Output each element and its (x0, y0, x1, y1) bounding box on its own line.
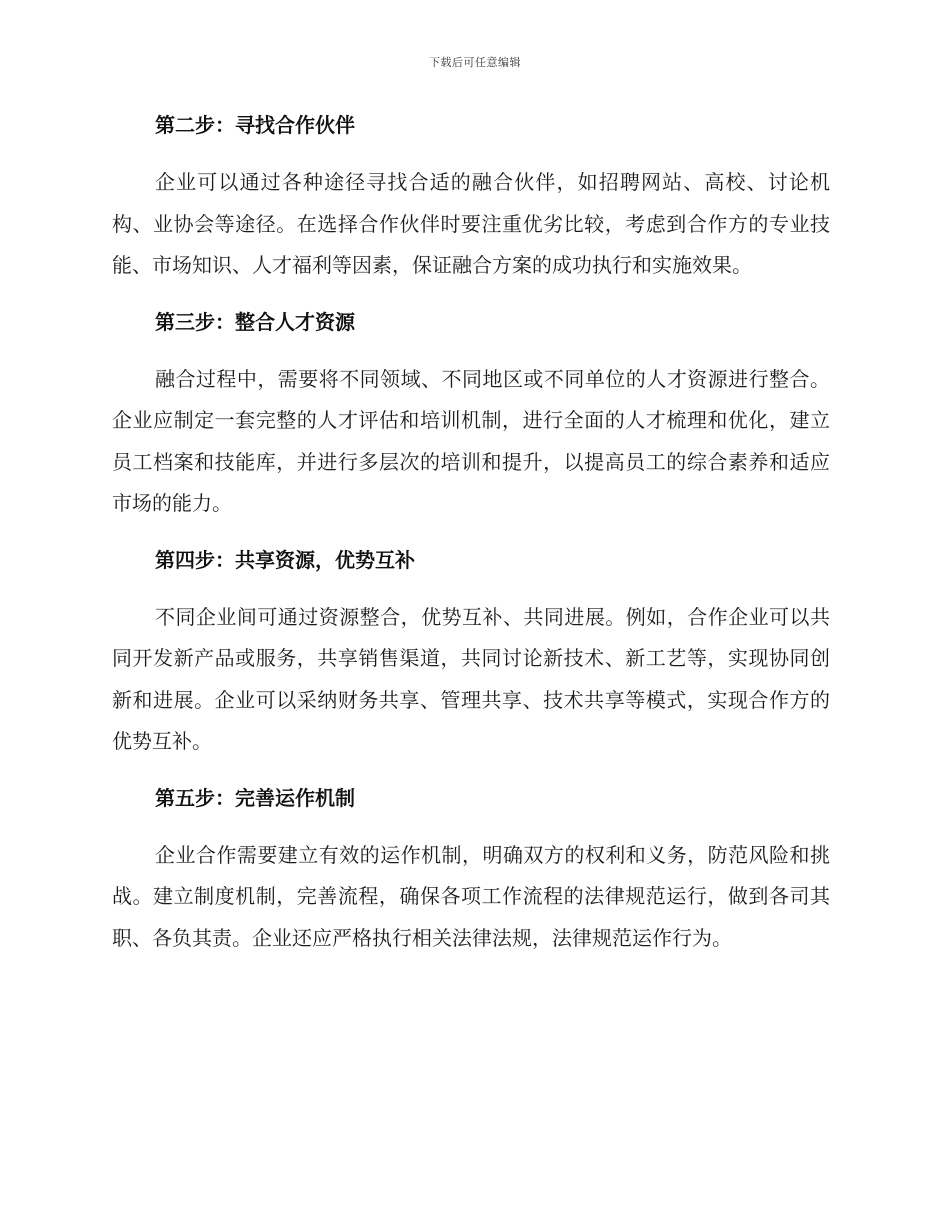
section-step-5 (112, 783, 830, 960)
section-paragraph: 融合过程中，需要将不同领域、不同地区或不同单位的人才资源进行整合。企业应制定一套完整的人才评估和培训机制，进行全面的人才梳理和优化，建立员工档案和技能库，并进行多层次的培训和提升，以提高员工的综合素养和适应市场的能力。 (112, 366, 830, 515)
section-paragraph: 企业合作需要建立有效的运作机制，明确双方的权利和义务，防范风险和挑战。建立制度机制，完善流程，确保各项工作流程的法律规范运行，做到各司其职、各负其责。企业还应严格执行相关法律法规，法律规范运作行为。 (112, 842, 830, 950)
section-heading: 第五步：完善运作机制 (155, 785, 355, 810)
section-step-4 (112, 545, 830, 763)
section-paragraph: 不同企业间可通过资源整合，优势互补、共同进展。例如，合作企业可以共同开发新产品或服务，共享销售渠道，共同讨论新技术、新工艺等，实现协同创新和进展。企业可以采纳财务共享、管理共享、技术共享等模式，实现合作方的优势互补。 (112, 604, 830, 753)
section-step-2 (112, 110, 830, 287)
section-heading: 第四步：共享资源，优势互补 (155, 547, 415, 572)
section-heading: 第三步：整合人才资源 (155, 309, 355, 334)
section-step-3 (112, 307, 830, 525)
page-header: 下载后可任意编辑 (429, 56, 521, 69)
document-body (112, 110, 830, 979)
section-paragraph: 企业可以通过各种途径寻找合适的融合伙伴，如招聘网站、高校、讨论机构、业协会等途径。在选择合作伙伴时要注重优劣比较，考虑到合作方的专业技能、市场知识、人才福利等因素，保证融合方案的成功执行和实施效果。 (112, 170, 830, 277)
section-heading: 第二步：寻找合作伙伴 (155, 113, 355, 137)
